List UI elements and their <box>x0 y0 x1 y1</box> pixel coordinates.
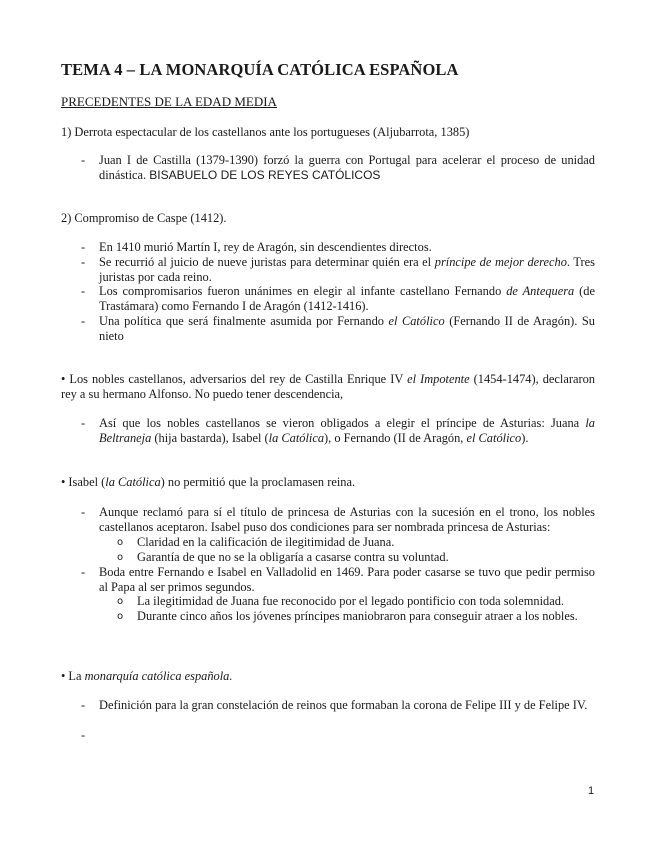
section-4-subitem-3: o La ilegitimidad de Juana fue reconocido por el legado pontificio con toda solemnidad. <box>117 594 564 608</box>
section-5-paragraph: • La monarquía católica española. <box>61 669 233 683</box>
dash-bullet: - <box>81 255 86 269</box>
page-title: TEMA 4 – LA MONARQUÍA CATÓLICA ESPAÑOLA <box>61 60 459 79</box>
section-3-item-1: - Así que los nobles castellanos se vieron obligados a elegir el príncipe de Asturias: Juana la Beltraneja (hija bastarda), Isabel (la Católica), o Fernando (II de Aragón, el Católico). <box>81 416 595 445</box>
section-2-heading: 2) Compromiso de Caspe (1412). <box>61 211 227 225</box>
section-4-item-1: - Aunque reclamó para sí el título de princesa de Asturias con la sucesión en el trono, los nobles castellanos aceptaron. Isabel puso dos condiciones para ser nombrada princesa de Asturias: <box>81 505 595 534</box>
section-4-paragraph: • Isabel (la Católica) no permitió que la proclamasen reina. <box>61 475 356 489</box>
dash-bullet: - <box>81 416 86 430</box>
section-4-subitem-2: o Garantía de que no se la obligaría a casarse contra su voluntad. <box>117 550 449 564</box>
dash-bullet: - <box>81 284 86 298</box>
dash-bullet: - <box>81 565 86 579</box>
circle-bullet: o <box>117 552 124 563</box>
circle-bullet: o <box>117 596 124 607</box>
section-4-item-2: - Boda entre Fernando e Isabel en Valladolid en 1469. Para poder casarse se tuvo que pedir permiso al Papa al ser primos segundos. <box>81 565 595 594</box>
section-subtitle: PRECEDENTES DE LA EDAD MEDIA <box>61 94 277 109</box>
circle-bullet: o <box>117 611 124 622</box>
dash-bullet: - <box>81 153 86 167</box>
dash-bullet: - <box>81 698 86 712</box>
section-2-item-1: - En 1410 murió Martín I, rey de Aragón, sin descendientes directos. <box>81 240 432 254</box>
page-number: 1 <box>588 785 595 797</box>
section-5-item-1: - Definición para la gran constelación de reinos que formaban la corona de Felipe III y de Felipe IV. <box>81 698 588 712</box>
section-4-subitem-4: o Durante cinco años los jóvenes príncipes maniobraron para conseguir atraer a los nobles. <box>117 609 578 623</box>
section-2-item-4: - Una política que será finalmente asumida por Fernando el Católico (Fernando II de Aragón). Su nieto <box>81 314 595 343</box>
section-1-heading: 1) Derrota espectacular de los castellanos ante los portugueses (Aljubarrota, 1385) <box>61 125 470 139</box>
section-4-subitem-1: o Claridad en la calificación de ilegitimidad de Juana. <box>117 535 395 549</box>
dash-bullet: - <box>81 728 86 742</box>
dash-bullet: - <box>81 240 86 254</box>
section-1-item-1: - Juan I de Castilla (1379-1390) forzó la guerra con Portugal para acelerar el proceso de unidad dinástica. BISABUELO DE LOS REYES CATÓLICOS <box>81 153 595 182</box>
section-3-paragraph: • Los nobles castellanos, adversarios del rey de Castilla Enrique IV el Impotente (1454-1474), declararon rey a su hermano Alfonso. No puedo tener descendencia, <box>61 372 596 401</box>
circle-bullet: o <box>117 537 124 548</box>
caps-note: BISABUELO DE LOS REYES CATÓLICOS <box>149 168 381 182</box>
section-2-item-3: - Los compromisarios fueron unánimes en elegir al infante castellano Fernando de Antequera (de Trastámara) como Fernando I de Aragón (1412-1416). <box>81 284 595 313</box>
dash-bullet: - <box>81 505 86 519</box>
section-2-item-2: - Se recurrió al juicio de nueve juristas para determinar quién era el príncipe de mejor derecho. Tres juristas por cada reino. <box>81 255 595 284</box>
dash-bullet: - <box>81 314 86 328</box>
